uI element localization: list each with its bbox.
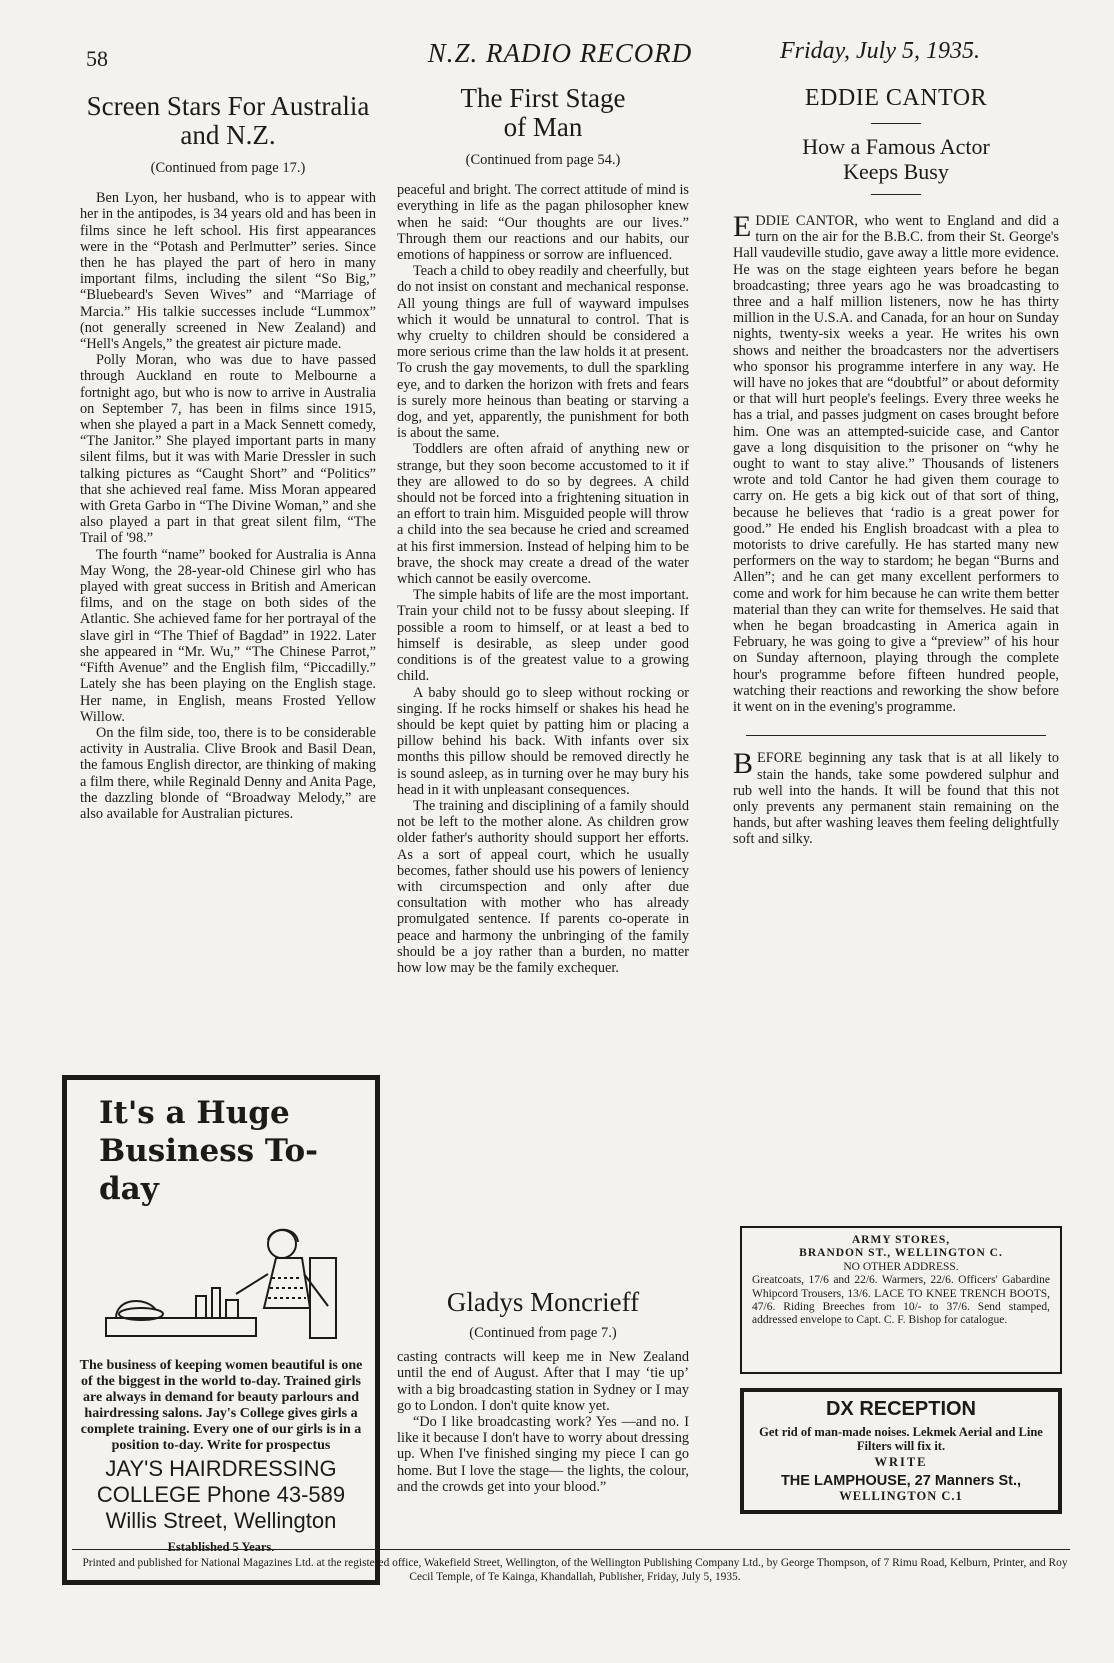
paragraph: peaceful and bright. The correct attitude of mind is everything in life as the pagan philosopher knew when he said: “Our thoughts are our lives.” Through them our reactions and our habits, our emotions of happiness or sorrow are influenced.: [397, 182, 689, 264]
ad-address: BRANDON ST., WELLINGTON C.: [799, 1247, 1003, 1260]
paragraph: Toddlers are often afraid of anything new or strange, but they soon become accustomed to it if they are allowed to do so by degrees. A child should not be forced into a frightening situation in an effort to train him. Misguided people will throw a child into the sea because he cried and screamed at his first immersion. Instead of helping him to be brave, the shock may create a dread of the water which cannot be easily overcome.: [397, 441, 689, 588]
ad-headline-line: Business To-day: [99, 1133, 318, 1207]
subheadline-line: Keeps Busy: [843, 159, 949, 184]
article-subheadline: [733, 134, 1059, 184]
article-headline: Gladys Moncrieff: [446, 1287, 640, 1317]
article-gladys-moncrieff: [397, 1288, 689, 1495]
continued-note: (Continued from page 7.): [469, 1325, 617, 1341]
ad-note: NO OTHER ADDRESS.: [843, 1260, 959, 1273]
paragraph: casting contracts will keep me in New Zealand until the end of August. After that I may ‘tie up’ with a big broadcasting station in Sydney or I may go to London. I don't quite know yet.: [397, 1349, 689, 1414]
drop-cap: E: [733, 210, 752, 243]
headline-line: The First Stage: [460, 83, 626, 113]
article-headline: Screen Stars For Australia and N.Z.: [86, 91, 370, 150]
ad-name-line: COLLEGE Phone 43-589: [96, 1482, 346, 1507]
paragraph: DDIE CANTOR, who went to England and did a turn on the air for the B.B.C. from their St. George's Hall vaudeville studio, gave away a little more evidence. He was on the stage eighteen years before he began broadcasting; three years ago he was broadcasting to three and a half million listeners, now he has thirty million in the U.S.A. and Canada, for an hour on Sunday nights, twenty-six weeks a year. He writes his own shows and neither the broadcasters nor the advertisers who sponsor his programme interfere in any way. He will have no jokes that are “doubtful” or about deformity or that will hurt people's feelings. Every three weeks he has a trial, and passes judgment on cases brought before him. One was an attempted-suicide case, and Cantor gave a long disquisition to the prisoner on “why he ought to want to stay alive.” Thousands of listeners wrote and told Cantor he had given them courage to carry on. He gets a big kick out of that sort of thing, because he believes that ‘radio is a great power for good.” He ended his English broadcast with a plea to motorists to drive carefully. He has started many new performers on the way to stardom; he began “Burns and Allen”; and he can get many excellent performers to come and work for him because he can write them better material than they can write for themselves. He said that when he began broadcasting in America again in February, he was going to give a “preview” of his hour on Sunday afternoon, playing through the complete hour's programme before fifteen hundred people, watching their reactions and reworking the show before it went on in the evening's programme.: [733, 213, 1059, 716]
issue-date: Friday, July 5, 1935.: [780, 38, 980, 64]
advertisement-dx-reception: [740, 1388, 1062, 1514]
article-headline: [397, 84, 689, 142]
paragraph: EFORE beginning any task that is at all likely to stain the hands, take some powdered sulphur and rub well into the hands. It will be found that this not only prevents any permanent stain remaining on the hands, but after washing leaves them feeling delightfully soft and silky.: [733, 750, 1059, 848]
paragraph: The training and disciplining of a family should not be left to the mother alone. As children grow older father's authority should support her efforts. As a sort of appeal court, which he usually becomes, father should use his powers of leniency with circumspection and only after due consultation with mother who has already promulgated sentence. If parents co-operate in peace and harmony the unbringing of the family should be a joy rather than a burden, no matter how low may be the family exchequer.: [397, 797, 689, 976]
ad-name-line: Willis Street, Wellington: [105, 1508, 337, 1533]
ad-write: WRITE: [874, 1455, 928, 1469]
ad-city: WELLINGTON C.1: [839, 1489, 963, 1503]
divider: [746, 735, 1046, 736]
hairdresser-illustration: [96, 1218, 346, 1350]
subheadline-line: How a Famous Actor: [802, 134, 990, 159]
ad-headline: DX RECEPTION: [825, 1398, 977, 1420]
paragraph: Teach a child to obey readily and cheerfully, but do not insist on constant and mechanical response. All young things are full of wayward impulses which it would be unnatural to control. That is why cruelty to children should be considered a more serious crime than the law holds it at present. To crush the gay movements, to dull the sparkling eye, and to darken the horizon with frets and fears is surely more heinous than beating or starving a dog, and yet, apparently, the punishment for both is about the same.: [397, 263, 689, 442]
continued-note: (Continued from page 17.): [150, 160, 306, 176]
ad-established: Established 5 Years.: [167, 1540, 275, 1554]
ad-headline-line: It's a Huge: [99, 1095, 290, 1131]
paragraph: A baby should go to sleep without rocking or singing. If he rocks himself or shakes his head he should be kept quiet by patting him or placing a pillow behind his back. With infants over six months this pillow should be removed directly he is sound asleep, as in turning over he may bury his head in it with unpleasant consequences.: [397, 684, 689, 798]
ad-body-text: Greatcoats, 17/6 and 22/6. Warmers, 22/6. Officers' Gabardine Whipcord Trousers, 13/6. LACE TO KNEE TRENCH BOOTS, 47/6. Riding Breeches from 10/- to 37/6. Send stamped, addressed envelope to Capt. C. F. Bishop for catalogue.: [752, 1274, 1050, 1327]
paragraph: On the film side, too, there is to be considerable activity in Australia. Clive Brook and Basil Dean, the famous English director, are thinking of making a film there, while Reginald Denny and Anita Page, the dazzling blonde of “Broadway Melody,” are also available for Australian pictures.: [80, 724, 376, 822]
divider: [871, 194, 921, 195]
headline-line: of Man: [503, 112, 583, 142]
paragraph: The simple habits of life are the most important. Train your child not to be fussy about sleeping. If possible a room to himself, or at least a bed to himself is desirable, as sleep under good conditions is of the greatest value to a growing child.: [397, 587, 689, 685]
ad-name-line: JAY'S HAIRDRESSING: [105, 1456, 337, 1481]
ad-signature: THE LAMPHOUSE, 27 Manners St.,: [780, 1473, 1022, 1489]
advertisement-army-stores: [740, 1226, 1062, 1374]
article-screen-stars: [80, 92, 376, 822]
paragraph: Polly Moran, who was due to have passed through Auckland en route to Melbourne a fortnight ago, but who is now to arrive in Australia on September 7, has been in films since 1915, when she played a part in a Mack Sennett comedy, “The Janitor.” She played important parts in many silent films, but it was with Marie Dressler in such talking pictures as “Caught Short” and “Politics” that she achieved real fame. Miss Moran appeared with Greta Garbo in “The Divine Woman,” and she also played a part in that great silent film, “The Trail of '98.”: [80, 352, 376, 547]
ad-headline: [99, 1094, 363, 1208]
divider: [871, 123, 921, 124]
article-body: [733, 210, 1059, 716]
ad-headline: ARMY STORES,: [851, 1234, 951, 1246]
article-first-stage-of-man: [397, 84, 689, 976]
article-stain-tip: [733, 747, 1059, 848]
footer-divider: [72, 1549, 1070, 1550]
ad-body-text: Get rid of man-made noises. Lekmek Aerial and Line Filters will fix it.: [759, 1425, 1043, 1453]
article-eddie-cantor: [733, 84, 1059, 848]
continued-note: (Continued from page 54.): [465, 152, 621, 168]
advertisement-jays-college: [62, 1075, 380, 1585]
article-headline: EDDIE CANTOR: [804, 85, 988, 111]
masthead: N.Z. RADIO RECORD: [427, 38, 693, 68]
drop-cap: B: [733, 747, 754, 781]
page-number: 58: [86, 46, 108, 71]
paragraph: The fourth “name” booked for Australia is Anna May Wong, the 28-year-old Chinese girl who has played with great success in British and American films, and on the stage on both sides of the Atlantic. She achieved fame for her portrayal of the slave girl in “The Thief of Bagdad” in 1922. Later she appeared in “Mr. Wu,” “The Chinese Parrot,” “Fifth Avenue” and the English film, “Piccadilly.” Lately she has been playing on the English stage. Her name, in English, means Frosted Yellow Willow.: [80, 546, 376, 725]
publisher-imprint: Printed and published for National Magazines Ltd. at the registered office, Wakefield Street, Wellington, of the Wellington Publishing Company Ltd., by George Thompson, of 7 Rimu Road, Kelburn, Printer, and Roy Cecil Temple, of Te Kainga, Khandallah, Publisher, Friday, July 5, 1935.: [82, 1557, 1068, 1583]
paragraph: Ben Lyon, her husband, who is to appear with her in the antipodes, is 34 years old and has been in films since he left school. His first appearances were in the “Potash and Perlmutter” series. Since then he has played the part of hero in many important films, including the silent “So Big,” “Bluebeard's Seven Wives” and “Marriage of Marcia.” His talkie successes include “Lummox” (not generally screened in New Zealand) and “Hell's Angels,” the greatest air picture made.: [80, 190, 376, 353]
paragraph: “Do I like broadcasting work? Yes —and no. I like it because I don't have to worry about dressing up. When I've finished singing my piece I can go home. But I love the stage— the lights, the colour, and the crowds get into your blood.”: [397, 1414, 689, 1495]
ad-body-text: The business of keeping women beautiful is one of the biggest in the world to-day. Trained girls are always in demand for beauty parlours and hairdressing salons. Jay's College gives girls a complete training. Every one of our girls is in a position to-day. Write for prospectus: [79, 1358, 363, 1453]
ad-business-name: [79, 1456, 363, 1534]
